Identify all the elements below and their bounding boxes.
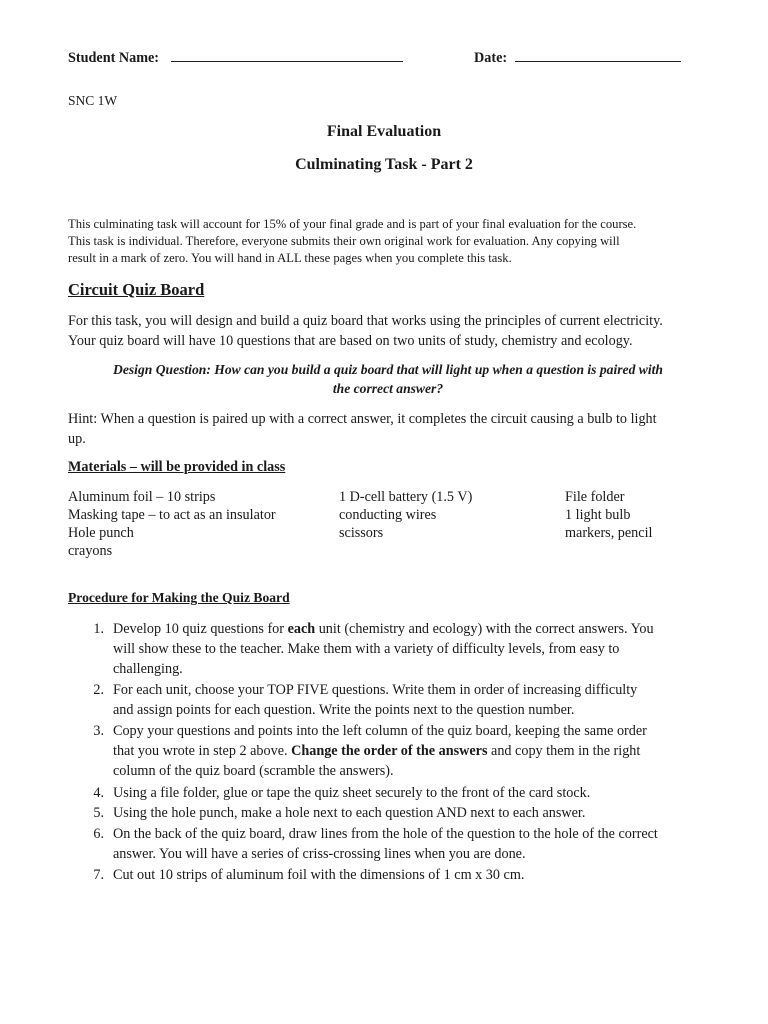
material-item: scissors	[339, 525, 384, 541]
material-item: 1 D-cell battery (1.5 V)	[339, 489, 473, 505]
step-text-line: challenging.	[113, 661, 183, 677]
material-item: Aluminum foil – 10 strips	[68, 489, 216, 505]
hint-line: up.	[68, 431, 86, 447]
material-item: markers, pencil	[565, 525, 653, 541]
step-text-line: Using the hole punch, make a hole next to each question AND next to each answer.	[113, 805, 586, 821]
step-text	[113, 824, 708, 864]
step-text-line: Using a file folder, glue or tape the quiz sheet securely to the front of the card stock.	[113, 785, 591, 801]
material-item: conducting wires	[339, 507, 437, 523]
hint-line: Hint: When a question is paired up with a correct answer, it completes the circuit causing a bulb to light	[68, 411, 657, 427]
intro-line: result in a mark of zero. You will hand in ALL these pages when you complete this task.	[68, 251, 512, 265]
step-text-part: that you wrote in step 2 above.	[113, 743, 292, 759]
step-emphasis: each	[287, 621, 316, 637]
step-number: 7.	[93, 867, 104, 883]
step-text-line: will show these to the teacher. Make them with a variety of difficulty levels, from easy to	[113, 641, 620, 657]
step-text	[113, 783, 708, 803]
materials-heading: Materials – will be provided in class	[68, 459, 286, 475]
step-text-line: On the back of the quiz board, draw lines from the hole of the question to the hole of the correct	[113, 826, 658, 842]
intro-paragraph	[68, 216, 708, 267]
step-text-line: Copy your questions and points into the left column of the quiz board, keeping the same order	[113, 723, 647, 739]
course-code: SNC 1W	[68, 93, 118, 108]
step-text-line: Cut out 10 strips of aluminum foil with the dimensions of 1 cm x 30 cm.	[113, 867, 525, 883]
task-line: For this task, you will design and build a quiz board that works using the principles of current electricity.	[68, 313, 663, 329]
step-text-line: answer. You will have a series of criss-crossing lines when you are done.	[113, 846, 526, 862]
step-number: 3.	[93, 723, 104, 739]
student-name-blank[interactable]	[171, 49, 403, 62]
step-text	[113, 680, 708, 720]
material-item: Hole punch	[68, 525, 134, 541]
date-blank[interactable]	[515, 49, 681, 62]
date-row	[474, 49, 681, 67]
step-number: 5.	[93, 805, 104, 821]
procedure-heading: Procedure for Making the Quiz Board	[68, 590, 290, 605]
intro-line: This culminating task will account for 15% of your final grade and is part of your final evaluation for the course.	[68, 217, 637, 231]
step-text-part: and copy them in the right	[487, 743, 641, 759]
date-label: Date:	[474, 50, 508, 66]
materials-col-3	[565, 488, 652, 542]
design-question-line: the correct answer?	[332, 381, 444, 396]
step-text-line: For each unit, choose your TOP FIVE questions. Write them in order of increasing difficulty	[113, 682, 638, 698]
student-name-label: Student Name:	[68, 50, 160, 66]
student-name-row	[68, 49, 403, 67]
intro-line: This task is individual. Therefore, everyone submits their own original work for evaluation. Any copying will	[68, 234, 620, 248]
material-item: crayons	[68, 543, 113, 559]
step-text	[113, 721, 708, 781]
step-text-part: unit (chemistry and ecology) with the correct answers. You	[315, 621, 654, 637]
material-item: File folder	[565, 489, 625, 505]
task-paragraph	[68, 311, 708, 351]
step-text	[113, 865, 708, 885]
task-line: Your quiz board will have 10 questions that are based on two units of study, chemistry and ecology.	[68, 333, 633, 349]
section-heading: Circuit Quiz Board	[68, 280, 205, 299]
step-number: 4.	[93, 785, 104, 801]
step-number: 1.	[93, 621, 104, 637]
step-number: 2.	[93, 682, 104, 698]
hint-paragraph	[68, 409, 708, 449]
step-number: 6.	[93, 826, 104, 842]
step-text-part: Develop 10 quiz questions for	[113, 621, 288, 637]
step-text	[113, 803, 708, 823]
step-text-line: column of the quiz board (scramble the answers).	[113, 763, 394, 779]
step-text	[113, 619, 708, 679]
step-emphasis: Change the order of the answers	[291, 743, 488, 759]
title-final-evaluation: Final Evaluation	[326, 123, 442, 140]
title-culminating-task: Culminating Task - Part 2	[295, 156, 473, 173]
materials-col-1	[68, 488, 276, 560]
step-text-line: and assign points for each question. Write the points next to the question number.	[113, 702, 575, 718]
design-question-line: Design Question: How can you build a quiz board that will light up when a question is paired with	[113, 362, 663, 377]
material-item: Masking tape – to act as an insulator	[68, 507, 276, 523]
design-question	[68, 360, 708, 398]
materials-col-2	[339, 488, 472, 542]
material-item: 1 light bulb	[565, 507, 631, 523]
